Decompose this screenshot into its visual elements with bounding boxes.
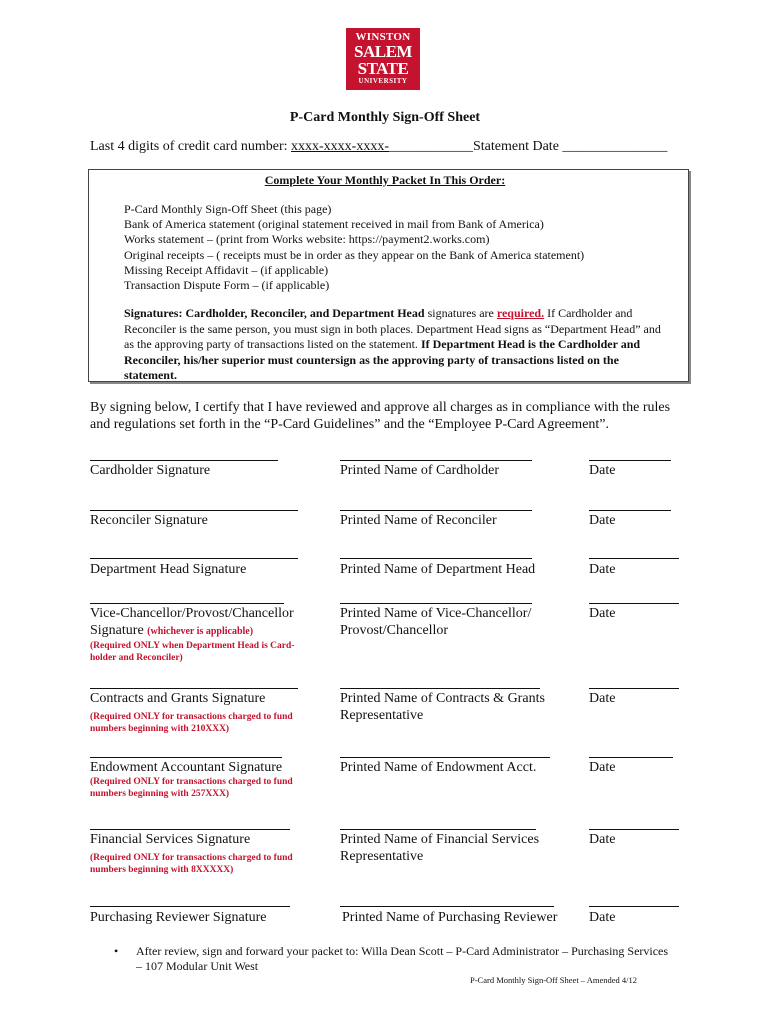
signature-line[interactable] [90, 906, 290, 907]
date-label: Date [589, 691, 616, 706]
signature-word: Signature [90, 623, 148, 638]
date-line[interactable] [589, 460, 671, 461]
reconciler-signature-label: Reconciler Signature [90, 513, 208, 528]
date-line[interactable] [589, 757, 673, 758]
logo-line-4: UNIVERSITY [358, 77, 408, 85]
vice-chancellor-name-label: Printed Name of Vice-Chancellor/ [340, 606, 532, 621]
signature-line[interactable] [90, 829, 290, 830]
logo-line-3: STATE [357, 59, 409, 78]
date-line[interactable] [589, 558, 679, 559]
name-line[interactable] [340, 757, 550, 758]
date-line[interactable] [589, 603, 679, 604]
purchasing-reviewer-signature-label: Purchasing Reviewer Signature [90, 910, 267, 925]
date-label: Date [589, 760, 616, 775]
forwarding-instructions: After review, sign and forward your packet to: Willa Dean Scott – P-Card Administrator – Purchasing Services – 107 Modular Unit West [136, 944, 669, 973]
financial-services-requirement-note: (Required ONLY for transactions charged to fund numbers beginning with 8XXXXX) [90, 853, 293, 875]
packet-list [124, 202, 584, 293]
date-line[interactable] [589, 829, 679, 830]
name-line[interactable] [340, 688, 540, 689]
certification-statement: By signing below, I certify that I have reviewed and approve all charges as in compliance with the rules and regulations set forth in the “P-Card Guidelines” and the “Employee P-Card Agreement”. [90, 400, 671, 432]
signature-line[interactable] [90, 510, 298, 511]
card-number-line [90, 139, 667, 155]
signature-line[interactable] [90, 460, 278, 461]
name-line[interactable] [340, 460, 532, 461]
card-number-label: Last 4 digits of credit card number: [90, 139, 291, 154]
name-line[interactable] [340, 906, 554, 907]
financial-services-signature-label: Financial Services Signature [90, 832, 251, 847]
date-label: Date [589, 562, 616, 577]
card-number-mask: xxxx-xxxx-xxxx- [291, 139, 389, 154]
whichever-note: (whichever is applicable) [147, 626, 254, 637]
signatures-bold-2: If Department Head is the Cardholder and Reconciler, his/her superior must countersign as the approving party of transactions listed on the statement. [124, 337, 641, 382]
date-label: Date [589, 513, 616, 528]
cardholder-name-label: Printed Name of Cardholder [340, 463, 500, 478]
financial-services-name-label-2: Representative [340, 849, 424, 864]
date-label: Date [589, 910, 616, 925]
date-line[interactable] [589, 688, 679, 689]
statement-date-blank[interactable]: _______________ [562, 139, 668, 154]
signatures-mid: signatures are [424, 306, 497, 320]
contracts-grants-signature-label: Contracts and Grants Signature [90, 691, 266, 706]
financial-services-name-label: Printed Name of Financial Services [340, 832, 540, 847]
contracts-grants-name-label: Printed Name of Contracts & Grants [340, 691, 545, 706]
dept-head-signature-label: Department Head Signature [90, 562, 247, 577]
date-line[interactable] [589, 510, 671, 511]
packet-heading: Complete Your Monthly Packet In This Order: [264, 173, 506, 187]
bullet-mark: • [114, 944, 119, 958]
contracts-grants-name-label-2: Representative [340, 708, 424, 723]
signatures-rest: If Cardholder and Reconciler is the same person, you must sign in both places. Department Head signs as “Department Head” and as the approving party of transactions listed on the statement. [124, 306, 661, 351]
reconciler-name-label: Printed Name of Reconciler [340, 513, 497, 528]
name-line[interactable] [340, 829, 536, 830]
signature-line[interactable] [90, 688, 298, 689]
vice-chancellor-signature-label: Vice-Chancellor/Provost/Chancellor [90, 606, 294, 621]
signature-line[interactable] [90, 757, 282, 758]
footer-amended: P-Card Monthly Sign-Off Sheet – Amended 4/12 [470, 975, 637, 985]
card-number-blank[interactable]: ____________ [389, 139, 473, 154]
signature-line[interactable] [90, 558, 298, 559]
endowment-requirement-note: (Required ONLY for transactions charged to fund numbers beginning with 257XXX) [90, 777, 293, 799]
logo-line-2: SALEM [354, 42, 412, 61]
contracts-grants-requirement-note: (Required ONLY for transactions charged to fund numbers beginning with 210XXX) [90, 712, 293, 734]
dept-head-name-label: Printed Name of Department Head [340, 562, 536, 577]
purchasing-reviewer-name-label: Printed Name of Purchasing Reviewer [342, 910, 558, 925]
university-logo [346, 28, 420, 90]
cardholder-signature-label: Cardholder Signature [90, 463, 211, 478]
endowment-signature-label: Endowment Accountant Signature [90, 760, 283, 775]
required-word: required. [496, 306, 545, 320]
list-item: Missing Receipt Affidavit – (if applicable) [124, 262, 329, 277]
date-label: Date [589, 832, 616, 847]
name-line[interactable] [340, 558, 532, 559]
date-label: Date [589, 463, 616, 478]
signatures-bold: Signatures: Cardholder, Reconciler, and Department Head [124, 306, 425, 320]
list-item: P-Card Monthly Sign-Off Sheet (this page) [124, 202, 332, 216]
list-item: Works statement – (print from Works website: https://payment2.works.com) [124, 232, 490, 247]
vice-chancellor-requirement-note: (Required ONLY when Department Head is Card-holder and Reconciler) [90, 641, 295, 663]
vice-chancellor-signature-label-2 [90, 623, 253, 639]
vice-chancellor-name-label-2: Provost/Chancellor [340, 623, 449, 638]
list-item: Transaction Dispute Form – (if applicable) [124, 278, 330, 293]
date-label: Date [589, 606, 616, 621]
name-line[interactable] [340, 510, 532, 511]
logo-line-1: WINSTON [355, 31, 411, 43]
statement-date-label: Statement Date [473, 139, 563, 154]
signature-line[interactable] [90, 603, 284, 604]
list-item: Bank of America statement (original statement received in mail from Bank of America) [124, 217, 544, 232]
name-line[interactable] [340, 603, 532, 604]
page-title: P-Card Monthly Sign-Off Sheet [289, 110, 481, 125]
signatures-note [124, 306, 672, 384]
date-line[interactable] [589, 906, 679, 907]
endowment-name-label: Printed Name of Endowment Acct. [340, 760, 537, 775]
list-item: Original receipts – ( receipts must be in order as they appear on the Bank of America statement) [124, 247, 585, 262]
